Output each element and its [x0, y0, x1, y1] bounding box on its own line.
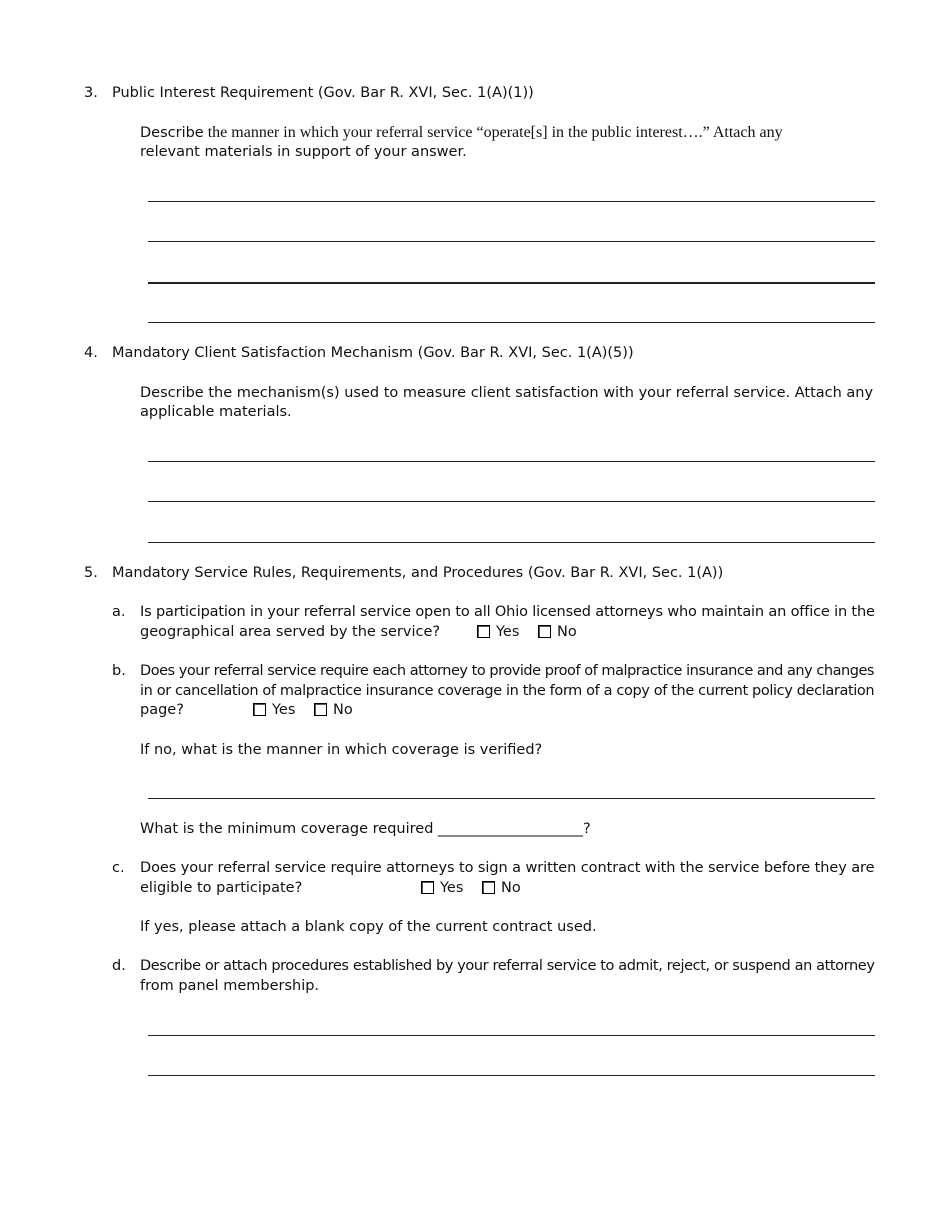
- section-4-answer-line-3[interactable]: [148, 542, 875, 543]
- section-3-answer-line-2[interactable]: [148, 241, 875, 242]
- item-a-yes-checkbox[interactable]: [477, 625, 490, 638]
- item-c-no-checkbox[interactable]: [482, 881, 495, 894]
- item-c-options: [421, 879, 535, 898]
- section-4-number: 4.: [84, 345, 98, 361]
- item-a-no-option[interactable]: [538, 623, 577, 642]
- section-4-answer-line-1[interactable]: [148, 461, 875, 462]
- section-4-description-line-1: Describe the mechanism(s) used to measure client satisfaction with your referral service. Attach any: [140, 385, 874, 401]
- item-b-no-checkbox[interactable]: [314, 703, 327, 716]
- item-b-line-3: page?: [140, 702, 184, 718]
- item-c-yes-label: Yes: [440, 880, 464, 896]
- item-b-yes-checkbox[interactable]: [253, 703, 266, 716]
- item-a-no-label: No: [557, 624, 577, 640]
- item-c-followup: If yes, please attach a blank copy of the current contract used.: [140, 919, 597, 935]
- item-b-followup: If no, what is the manner in which coverage is verified?: [140, 742, 543, 758]
- item-c-line-1: Does your referral service require attorneys to sign a written contract with the service before they are: [140, 860, 875, 876]
- item-a-no-checkbox[interactable]: [538, 625, 551, 638]
- item-b-min-coverage[interactable]: What is the minimum coverage required ____________________?: [140, 821, 591, 837]
- item-d-letter: d.: [112, 958, 126, 974]
- section-3-desc-lead: Describe: [140, 125, 204, 141]
- section-3-heading: Public Interest Requirement (Gov. Bar R. XVI, Sec. 1(A)(1)): [112, 85, 534, 101]
- item-c-line-2: eligible to participate?: [140, 880, 303, 896]
- item-b-options: [253, 701, 367, 720]
- section-3-description-line-2: relevant materials in support of your answer.: [140, 144, 467, 160]
- section-5-number: 5.: [84, 565, 98, 581]
- section-3-answer-line-1[interactable]: [148, 201, 875, 202]
- item-b-yes-option[interactable]: [253, 701, 295, 720]
- item-a-yes-label: Yes: [496, 624, 520, 640]
- section-5-heading: Mandatory Service Rules, Requirements, and Procedures (Gov. Bar R. XVI, Sec. 1(A)): [112, 565, 724, 581]
- item-d-answer-line-1[interactable]: [148, 1035, 875, 1036]
- item-d-line-1: Describe or attach procedures established by your referral service to admit, reject, or suspend an attorney: [140, 958, 875, 974]
- item-d-answer-line-2[interactable]: [148, 1075, 875, 1076]
- section-3-answer-line-3[interactable]: [148, 282, 875, 284]
- item-b-yes-label: Yes: [272, 702, 296, 718]
- item-a-line-2: geographical area served by the service?: [140, 624, 441, 640]
- item-b-no-option[interactable]: [314, 701, 353, 720]
- item-b-letter: b.: [112, 663, 126, 679]
- section-3-number: 3.: [84, 85, 98, 101]
- item-c-yes-option[interactable]: [421, 879, 463, 898]
- section-3-desc-serif: the manner in which your referral service “operate[s] in the public interest….” Attach any: [203, 124, 783, 141]
- item-b-answer-line[interactable]: [148, 798, 875, 799]
- item-c-no-option[interactable]: [482, 879, 521, 898]
- section-4-description-line-2: applicable materials.: [140, 404, 292, 420]
- section-3-answer-line-4[interactable]: [148, 322, 875, 323]
- item-c-yes-checkbox[interactable]: [421, 881, 434, 894]
- item-d-line-2: from panel membership.: [140, 978, 320, 994]
- item-b-line-2: in or cancellation of malpractice insurance coverage in the form of a copy of the current policy declaration: [140, 683, 875, 699]
- section-4-heading: Mandatory Client Satisfaction Mechanism (Gov. Bar R. XVI, Sec. 1(A)(5)): [112, 345, 634, 361]
- item-c-letter: c.: [112, 860, 125, 876]
- item-b-line-1: Does your referral service require each attorney to provide proof of malpractice insurance and any changes: [140, 663, 875, 679]
- item-c-no-label: No: [501, 880, 521, 896]
- item-b-no-label: No: [333, 702, 353, 718]
- item-a-options: [477, 623, 591, 642]
- section-4-answer-line-2[interactable]: [148, 501, 875, 502]
- item-a-letter: a.: [112, 604, 126, 620]
- item-a-yes-option[interactable]: [477, 623, 519, 642]
- section-3-description-line-1: [140, 123, 783, 143]
- item-a-line-1: Is participation in your referral service open to all Ohio licensed attorneys who maintain an office in the: [140, 604, 875, 620]
